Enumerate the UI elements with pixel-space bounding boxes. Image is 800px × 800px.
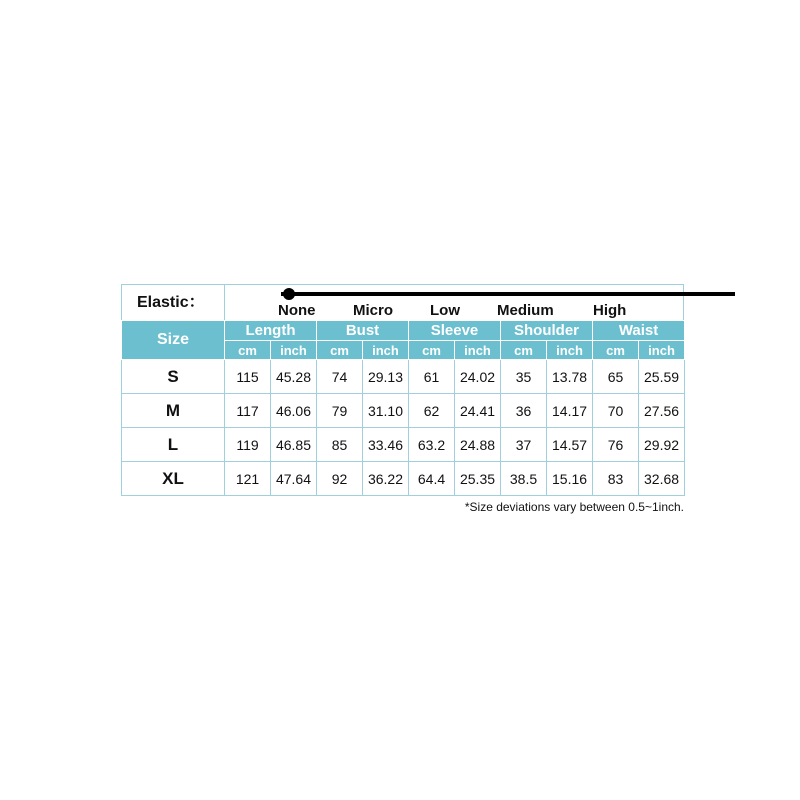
unit-header-length-inch: inch bbox=[271, 341, 317, 360]
table-cell: 14.57 bbox=[547, 428, 593, 462]
elastic-label: Elastic： bbox=[122, 285, 225, 320]
table-cell: 13.78 bbox=[547, 360, 593, 394]
table-cell: 25.59 bbox=[639, 360, 685, 394]
size-label: M bbox=[122, 394, 225, 428]
table-cell: 33.46 bbox=[363, 428, 409, 462]
elastic-level-medium: Medium bbox=[497, 302, 554, 319]
elastic-selected-marker bbox=[283, 288, 295, 300]
size-deviation-note: *Size deviations vary between 0.5~1inch. bbox=[464, 500, 684, 514]
table-cell: 32.68 bbox=[639, 462, 685, 496]
table-cell: 25.35 bbox=[455, 462, 501, 496]
table-cell: 15.16 bbox=[547, 462, 593, 496]
size-header: Size bbox=[122, 321, 225, 360]
table-cell: 121 bbox=[225, 462, 271, 496]
table-row bbox=[122, 462, 685, 496]
table-row bbox=[122, 360, 685, 394]
table-cell: 38.5 bbox=[501, 462, 547, 496]
group-header-length: Length bbox=[225, 321, 317, 341]
table-cell: 37 bbox=[501, 428, 547, 462]
unit-header-length-cm: cm bbox=[225, 341, 271, 360]
table-cell: 24.02 bbox=[455, 360, 501, 394]
size-label: L bbox=[122, 428, 225, 462]
unit-header-shoulder-cm: cm bbox=[501, 341, 547, 360]
size-table bbox=[121, 320, 685, 496]
table-cell: 76 bbox=[593, 428, 639, 462]
elastic-row bbox=[121, 284, 684, 320]
size-label: S bbox=[122, 360, 225, 394]
table-cell: 85 bbox=[317, 428, 363, 462]
table-cell: 36 bbox=[501, 394, 547, 428]
table-cell: 29.13 bbox=[363, 360, 409, 394]
table-cell: 62 bbox=[409, 394, 455, 428]
elastic-scale bbox=[225, 285, 683, 320]
unit-header-bust-inch: inch bbox=[363, 341, 409, 360]
table-cell: 46.85 bbox=[271, 428, 317, 462]
unit-header-shoulder-inch: inch bbox=[547, 341, 593, 360]
table-cell: 14.17 bbox=[547, 394, 593, 428]
elastic-level-high: High bbox=[593, 302, 627, 319]
table-cell: 31.10 bbox=[363, 394, 409, 428]
table-cell: 45.28 bbox=[271, 360, 317, 394]
size-chart bbox=[121, 284, 684, 514]
table-cell: 115 bbox=[225, 360, 271, 394]
table-row bbox=[122, 394, 685, 428]
table-cell: 24.88 bbox=[455, 428, 501, 462]
table-cell: 61 bbox=[409, 360, 455, 394]
unit-header-waist-cm: cm bbox=[593, 341, 639, 360]
unit-header-waist-inch: inch bbox=[639, 341, 685, 360]
table-cell: 47.64 bbox=[271, 462, 317, 496]
table-cell: 35 bbox=[501, 360, 547, 394]
unit-header-sleeve-cm: cm bbox=[409, 341, 455, 360]
table-cell: 36.22 bbox=[363, 462, 409, 496]
elastic-scale-line bbox=[281, 292, 735, 296]
group-header-sleeve: Sleeve bbox=[409, 321, 501, 341]
elastic-level-none: None bbox=[278, 302, 316, 319]
table-cell: 29.92 bbox=[639, 428, 685, 462]
group-header-waist: Waist bbox=[593, 321, 685, 341]
table-cell: 65 bbox=[593, 360, 639, 394]
table-cell: 92 bbox=[317, 462, 363, 496]
table-cell: 74 bbox=[317, 360, 363, 394]
table-cell: 70 bbox=[593, 394, 639, 428]
table-cell: 117 bbox=[225, 394, 271, 428]
group-header-shoulder: Shoulder bbox=[501, 321, 593, 341]
elastic-level-micro: Micro bbox=[353, 302, 394, 319]
unit-header-sleeve-inch: inch bbox=[455, 341, 501, 360]
table-cell: 27.56 bbox=[639, 394, 685, 428]
size-label: XL bbox=[122, 462, 225, 496]
table-cell: 63.2 bbox=[409, 428, 455, 462]
table-cell: 119 bbox=[225, 428, 271, 462]
table-cell: 46.06 bbox=[271, 394, 317, 428]
table-cell: 24.41 bbox=[455, 394, 501, 428]
table-cell: 79 bbox=[317, 394, 363, 428]
table-row bbox=[122, 428, 685, 462]
table-cell: 83 bbox=[593, 462, 639, 496]
group-header-bust: Bust bbox=[317, 321, 409, 341]
table-cell: 64.4 bbox=[409, 462, 455, 496]
unit-header-bust-cm: cm bbox=[317, 341, 363, 360]
elastic-level-low: Low bbox=[430, 302, 460, 319]
